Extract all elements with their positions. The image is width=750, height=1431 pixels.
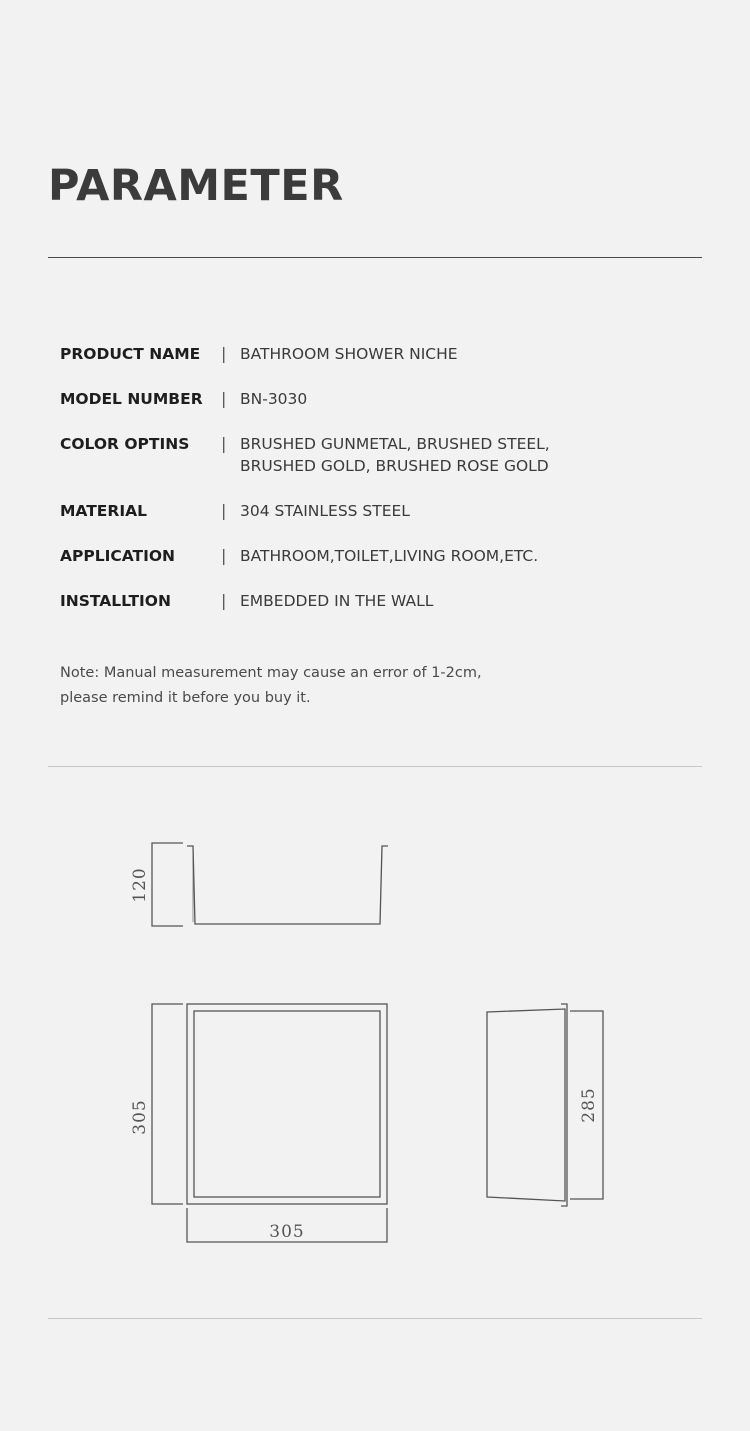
param-value: 304 STAINLESS STEEL	[240, 502, 410, 520]
side-view-outline	[487, 1009, 565, 1201]
measurement-note	[60, 661, 660, 711]
param-separator: |	[221, 501, 227, 520]
param-value: BATHROOM SHOWER NICHE	[240, 345, 458, 363]
param-value: BN-3030	[240, 390, 308, 408]
depth-dimension-line	[152, 843, 183, 926]
height-label: 305	[130, 1099, 150, 1135]
param-label: APPLICATION	[60, 547, 176, 565]
front-view-inner	[194, 1011, 380, 1197]
top-view-outline	[187, 846, 388, 924]
note-line-2: please remind it before you buy it.	[60, 690, 311, 706]
note-line-1: Note: Manual measurement may cause an error of 1-2cm,	[60, 665, 482, 681]
dimension-drawing	[0, 800, 750, 1280]
section-divider	[48, 766, 702, 767]
height-dimension-line	[152, 1004, 183, 1204]
depth-label: 120	[130, 867, 150, 903]
inner-height-label: 285	[579, 1087, 599, 1123]
width-label: 305	[269, 1222, 305, 1242]
top-view-inner	[193, 850, 382, 922]
param-label: MATERIAL	[60, 502, 147, 520]
param-separator: |	[221, 389, 227, 408]
param-separator: |	[221, 591, 227, 610]
param-separator: |	[221, 434, 227, 453]
param-separator: |	[221, 344, 227, 363]
page-title: PARAMETER	[48, 161, 344, 211]
bottom-divider	[48, 1318, 702, 1319]
param-label: PRODUCT NAME	[60, 345, 201, 363]
param-label: INSTALLTION	[60, 592, 171, 610]
param-label: MODEL NUMBER	[60, 390, 203, 408]
title-divider	[48, 257, 702, 258]
param-separator: |	[221, 546, 227, 565]
front-view-outer	[187, 1004, 387, 1204]
side-view-flange	[561, 1004, 567, 1206]
param-value: BATHROOM,TOILET,LIVING ROOM,ETC.	[240, 547, 539, 565]
param-label: COLOR OPTINS	[60, 435, 190, 453]
param-value: EMBEDDED IN THE WALL	[240, 592, 434, 610]
param-value: BRUSHED GUNMETAL, BRUSHED STEEL, BRUSHED GOLD, BRUSHED ROSE GOLD	[240, 435, 550, 475]
